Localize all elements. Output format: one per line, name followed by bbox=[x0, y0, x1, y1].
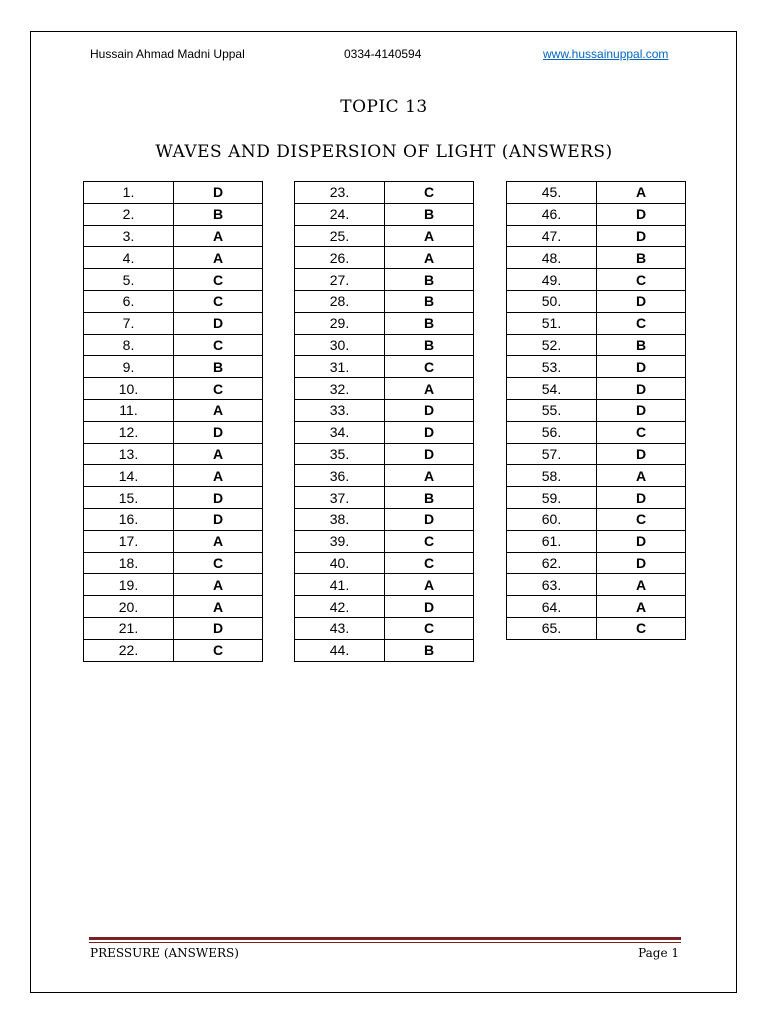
table-row bbox=[295, 530, 474, 552]
answer-letter: A bbox=[597, 182, 686, 204]
answer-letter: D bbox=[385, 596, 474, 618]
table-row bbox=[84, 399, 263, 421]
answer-letter: C bbox=[385, 617, 474, 639]
question-number: 37. bbox=[295, 487, 385, 509]
answer-table-1 bbox=[83, 181, 263, 662]
answer-letter: D bbox=[597, 399, 686, 421]
table-row bbox=[84, 356, 263, 378]
answer-letter: B bbox=[385, 269, 474, 291]
question-number: 44. bbox=[295, 639, 385, 661]
table-row bbox=[84, 334, 263, 356]
question-number: 23. bbox=[295, 182, 385, 204]
table-row bbox=[295, 443, 474, 465]
question-number: 2. bbox=[84, 203, 174, 225]
question-number: 39. bbox=[295, 530, 385, 552]
question-number: 21. bbox=[84, 617, 174, 639]
question-number: 47. bbox=[507, 225, 597, 247]
table-row bbox=[295, 596, 474, 618]
answer-letter: D bbox=[174, 182, 263, 204]
answer-letter: C bbox=[174, 290, 263, 312]
answer-letter: B bbox=[385, 334, 474, 356]
table-row bbox=[507, 487, 686, 509]
answer-letter: D bbox=[597, 378, 686, 400]
table-row bbox=[507, 225, 686, 247]
answer-letter: B bbox=[385, 312, 474, 334]
table-row bbox=[84, 617, 263, 639]
table-row bbox=[507, 290, 686, 312]
table-row bbox=[507, 334, 686, 356]
answer-letter: A bbox=[385, 574, 474, 596]
question-number: 35. bbox=[295, 443, 385, 465]
question-number: 1. bbox=[84, 182, 174, 204]
answer-letter: D bbox=[597, 530, 686, 552]
answer-letter: D bbox=[597, 225, 686, 247]
header-website-link[interactable]: www.hussainuppal.com bbox=[543, 47, 669, 61]
answer-letter: B bbox=[385, 487, 474, 509]
table-row bbox=[295, 508, 474, 530]
question-number: 28. bbox=[295, 290, 385, 312]
question-number: 20. bbox=[84, 596, 174, 618]
table-row bbox=[84, 596, 263, 618]
table-row bbox=[507, 421, 686, 443]
question-number: 57. bbox=[507, 443, 597, 465]
table-row bbox=[84, 312, 263, 334]
question-number: 32. bbox=[295, 378, 385, 400]
table-row bbox=[507, 465, 686, 487]
answer-letter: A bbox=[597, 574, 686, 596]
question-number: 61. bbox=[507, 530, 597, 552]
table-row bbox=[295, 465, 474, 487]
question-number: 50. bbox=[507, 290, 597, 312]
table-row bbox=[507, 312, 686, 334]
question-number: 22. bbox=[84, 639, 174, 661]
answer-letter: B bbox=[597, 247, 686, 269]
question-number: 15. bbox=[84, 487, 174, 509]
answer-letter: D bbox=[597, 290, 686, 312]
answer-letter: A bbox=[174, 247, 263, 269]
question-number: 38. bbox=[295, 508, 385, 530]
answer-letter: B bbox=[597, 334, 686, 356]
question-number: 3. bbox=[84, 225, 174, 247]
answer-letter: B bbox=[385, 639, 474, 661]
question-number: 13. bbox=[84, 443, 174, 465]
answer-letter: A bbox=[174, 596, 263, 618]
table-row bbox=[295, 617, 474, 639]
table-row bbox=[295, 203, 474, 225]
footer-rule-thin bbox=[89, 942, 681, 943]
footer-rule-thick bbox=[89, 937, 681, 940]
question-number: 63. bbox=[507, 574, 597, 596]
table-row bbox=[507, 399, 686, 421]
topic-heading: TOPIC 13 bbox=[340, 97, 428, 117]
table-row bbox=[295, 421, 474, 443]
table-row bbox=[507, 203, 686, 225]
table-row bbox=[84, 443, 263, 465]
question-number: 30. bbox=[295, 334, 385, 356]
question-number: 24. bbox=[295, 203, 385, 225]
answer-letter: B bbox=[174, 356, 263, 378]
answer-letter: D bbox=[597, 443, 686, 465]
table-row bbox=[507, 182, 686, 204]
answer-letter: C bbox=[385, 552, 474, 574]
answer-letter: D bbox=[385, 508, 474, 530]
table-row bbox=[507, 617, 686, 639]
table-row bbox=[507, 356, 686, 378]
question-number: 64. bbox=[507, 596, 597, 618]
table-row bbox=[84, 421, 263, 443]
question-number: 12. bbox=[84, 421, 174, 443]
answer-letter: B bbox=[385, 203, 474, 225]
answer-letter: D bbox=[597, 552, 686, 574]
table-row bbox=[84, 487, 263, 509]
question-number: 33. bbox=[295, 399, 385, 421]
header-author-name: Hussain Ahmad Madni Uppal bbox=[90, 47, 245, 61]
answer-letter: A bbox=[174, 399, 263, 421]
question-number: 26. bbox=[295, 247, 385, 269]
answer-letter: A bbox=[174, 530, 263, 552]
answer-letter: D bbox=[385, 443, 474, 465]
question-number: 56. bbox=[507, 421, 597, 443]
answer-letter: C bbox=[597, 421, 686, 443]
answer-letter: C bbox=[597, 312, 686, 334]
answer-letter: C bbox=[597, 269, 686, 291]
table-row bbox=[84, 247, 263, 269]
table-row bbox=[295, 574, 474, 596]
question-number: 31. bbox=[295, 356, 385, 378]
table-row bbox=[507, 269, 686, 291]
question-number: 9. bbox=[84, 356, 174, 378]
question-number: 45. bbox=[507, 182, 597, 204]
answer-letter: D bbox=[597, 356, 686, 378]
answer-table-2 bbox=[294, 181, 474, 662]
question-number: 62. bbox=[507, 552, 597, 574]
question-number: 42. bbox=[295, 596, 385, 618]
table-row bbox=[295, 356, 474, 378]
table-row bbox=[84, 290, 263, 312]
table-row bbox=[295, 290, 474, 312]
table-row bbox=[507, 247, 686, 269]
question-number: 51. bbox=[507, 312, 597, 334]
table-row bbox=[84, 530, 263, 552]
footer-page-number: Page 1 bbox=[638, 946, 679, 960]
table-row bbox=[295, 487, 474, 509]
answer-letter: D bbox=[174, 487, 263, 509]
question-number: 8. bbox=[84, 334, 174, 356]
question-number: 48. bbox=[507, 247, 597, 269]
question-number: 43. bbox=[295, 617, 385, 639]
answer-letter: A bbox=[174, 443, 263, 465]
answer-letter: C bbox=[174, 269, 263, 291]
question-number: 29. bbox=[295, 312, 385, 334]
answer-letter: A bbox=[597, 465, 686, 487]
table-row bbox=[84, 508, 263, 530]
table-row bbox=[295, 399, 474, 421]
table-row bbox=[295, 312, 474, 334]
question-number: 5. bbox=[84, 269, 174, 291]
question-number: 54. bbox=[507, 378, 597, 400]
question-number: 6. bbox=[84, 290, 174, 312]
table-row bbox=[507, 530, 686, 552]
table-row bbox=[84, 574, 263, 596]
answer-letter: A bbox=[174, 465, 263, 487]
question-number: 16. bbox=[84, 508, 174, 530]
answer-letter: B bbox=[174, 203, 263, 225]
answer-letter: A bbox=[385, 465, 474, 487]
question-number: 4. bbox=[84, 247, 174, 269]
question-number: 59. bbox=[507, 487, 597, 509]
answer-letter: D bbox=[174, 312, 263, 334]
answer-letter: A bbox=[385, 247, 474, 269]
answer-letter: A bbox=[385, 378, 474, 400]
answer-table-3 bbox=[506, 181, 686, 640]
answer-letter: C bbox=[385, 530, 474, 552]
question-number: 55. bbox=[507, 399, 597, 421]
table-row bbox=[84, 203, 263, 225]
question-number: 18. bbox=[84, 552, 174, 574]
answer-letter: D bbox=[174, 508, 263, 530]
question-number: 34. bbox=[295, 421, 385, 443]
answer-letter: C bbox=[174, 552, 263, 574]
answer-letter: D bbox=[597, 487, 686, 509]
table-row bbox=[84, 182, 263, 204]
answer-letter: C bbox=[597, 508, 686, 530]
table-row bbox=[507, 596, 686, 618]
footer-section-title: PRESSURE (ANSWERS) bbox=[90, 946, 239, 960]
table-row bbox=[507, 508, 686, 530]
answer-letter: D bbox=[597, 203, 686, 225]
question-number: 49. bbox=[507, 269, 597, 291]
answer-letter: A bbox=[385, 225, 474, 247]
answer-letter: A bbox=[174, 225, 263, 247]
question-number: 58. bbox=[507, 465, 597, 487]
table-row bbox=[507, 552, 686, 574]
question-number: 53. bbox=[507, 356, 597, 378]
table-row bbox=[295, 552, 474, 574]
header-phone: 0334-4140594 bbox=[344, 47, 422, 61]
table-row bbox=[84, 552, 263, 574]
answer-letter: D bbox=[385, 399, 474, 421]
table-row bbox=[295, 378, 474, 400]
question-number: 41. bbox=[295, 574, 385, 596]
answer-letter: C bbox=[174, 639, 263, 661]
table-row bbox=[84, 378, 263, 400]
table-row bbox=[295, 269, 474, 291]
question-number: 60. bbox=[507, 508, 597, 530]
table-row bbox=[507, 574, 686, 596]
table-row bbox=[507, 378, 686, 400]
question-number: 11. bbox=[84, 399, 174, 421]
page-title: WAVES AND DISPERSION OF LIGHT (ANSWERS) bbox=[155, 142, 613, 162]
table-row bbox=[295, 225, 474, 247]
answer-letter: C bbox=[174, 378, 263, 400]
answer-letter: A bbox=[174, 574, 263, 596]
table-row bbox=[84, 639, 263, 661]
question-number: 17. bbox=[84, 530, 174, 552]
answer-letter: D bbox=[174, 421, 263, 443]
table-row bbox=[295, 247, 474, 269]
question-number: 19. bbox=[84, 574, 174, 596]
table-row bbox=[507, 443, 686, 465]
answer-letter: C bbox=[597, 617, 686, 639]
answer-letter: C bbox=[174, 334, 263, 356]
table-row bbox=[84, 465, 263, 487]
question-number: 14. bbox=[84, 465, 174, 487]
question-number: 65. bbox=[507, 617, 597, 639]
table-row bbox=[84, 269, 263, 291]
answer-letter: B bbox=[385, 290, 474, 312]
question-number: 46. bbox=[507, 203, 597, 225]
table-row bbox=[295, 334, 474, 356]
question-number: 7. bbox=[84, 312, 174, 334]
question-number: 27. bbox=[295, 269, 385, 291]
table-row bbox=[84, 225, 263, 247]
answer-letter: A bbox=[597, 596, 686, 618]
question-number: 25. bbox=[295, 225, 385, 247]
question-number: 36. bbox=[295, 465, 385, 487]
question-number: 10. bbox=[84, 378, 174, 400]
answer-letter: D bbox=[385, 421, 474, 443]
table-row bbox=[295, 182, 474, 204]
answer-letter: C bbox=[385, 356, 474, 378]
answer-letter: D bbox=[174, 617, 263, 639]
question-number: 40. bbox=[295, 552, 385, 574]
question-number: 52. bbox=[507, 334, 597, 356]
table-row bbox=[295, 639, 474, 661]
answer-letter: C bbox=[385, 182, 474, 204]
